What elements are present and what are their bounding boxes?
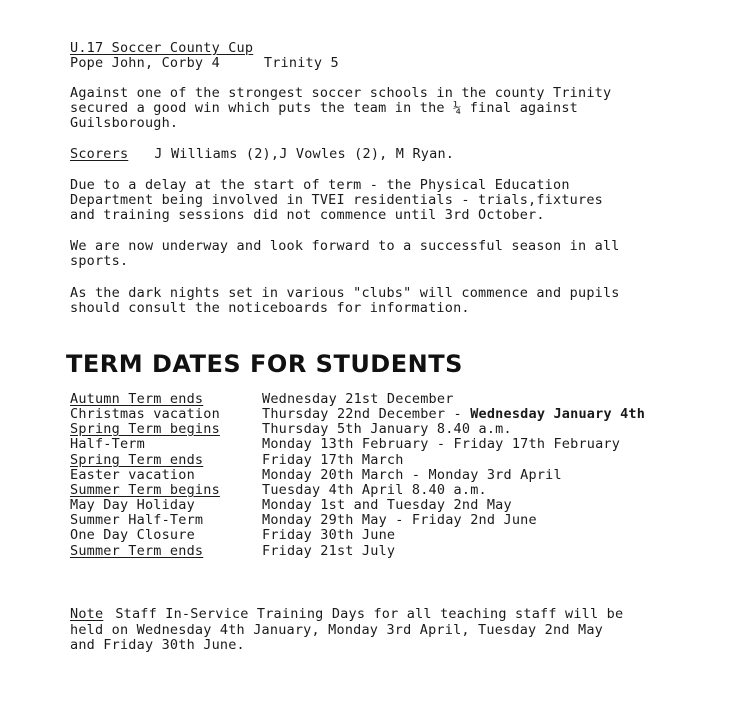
team1-score: Pope John, Corby 4 — [70, 55, 220, 71]
term-date: Monday 29th May - Friday 2nd June — [262, 512, 537, 528]
note-text: Staff In-Service Training Days for all teaching staff will be — [115, 606, 624, 622]
term-date: Thursday 5th January 8.40 a.m. — [262, 421, 512, 437]
term-date: Friday 30th June — [262, 527, 396, 543]
term-label: Autumn Term ends — [70, 391, 204, 407]
term-date-text: Thursday 22nd December - — [262, 406, 471, 422]
delay-line-2: Department being involved in TVEI residentials - trials,fixtures — [70, 192, 603, 208]
soccer-title: U.17 Soccer County Cup — [70, 40, 254, 56]
team2-score: Trinity 5 — [263, 55, 339, 71]
term-date: Tuesday 4th April 8.40 a.m. — [262, 482, 487, 498]
clubs-line-2: should consult the noticeboards for information. — [70, 300, 470, 316]
scorers-names: J Williams (2),J Vowles (2), M Ryan. — [154, 146, 455, 162]
term-label: Summer Term begins — [70, 482, 220, 498]
term-date: Monday 1st and Tuesday 2nd May — [262, 497, 512, 513]
report-line-3: Guilsborough. — [70, 115, 179, 131]
term-date: Friday 21st July — [262, 543, 396, 559]
underway-line-1: We are now underway and look forward to a successful season in all — [70, 238, 620, 254]
term-label: Christmas vacation — [70, 406, 220, 422]
term-date-bold-text: Wednesday January 4th — [470, 406, 646, 422]
term-label: One Day Closure — [70, 527, 195, 543]
term-date: Monday 13th February - Friday 17th February — [262, 436, 621, 452]
term-label: Summer Term ends — [70, 543, 204, 559]
delay-line-3: and training sessions did not commence until 3rd October. — [70, 207, 545, 223]
clubs-line-1: As the dark nights set in various "clubs" will commence and pupils — [70, 285, 620, 301]
term-label: Spring Term ends — [70, 452, 204, 468]
report-line-2: secured a good win which puts the team in the ¼ final against — [70, 100, 578, 116]
term-date — [262, 407, 645, 422]
soccer-result — [70, 56, 339, 71]
report-line-1: Against one of the strongest soccer schools in the county Trinity — [70, 85, 612, 101]
term-date: Friday 17th March — [262, 452, 404, 468]
term-label: May Day Holiday — [70, 497, 195, 513]
note-line-3: and Friday 30th June. — [70, 637, 245, 653]
delay-line-1: Due to a delay at the start of term - the Physical Education — [70, 177, 570, 193]
scorers-label: Scorers — [70, 146, 129, 162]
term-dates-heading: TERM DATES FOR STUDENTS — [66, 350, 463, 378]
note-line-2: held on Wednesday 4th January, Monday 3rd April, Tuesday 2nd May — [70, 622, 603, 638]
term-label: Summer Half-Term — [70, 512, 204, 528]
scorers-line — [70, 147, 454, 162]
underway-line-2: sports. — [70, 253, 129, 269]
term-label: Half-Term — [70, 436, 145, 452]
note-label: Note — [70, 606, 104, 622]
term-date: Wednesday 21st December — [262, 391, 454, 407]
term-label: Spring Term begins — [70, 421, 220, 437]
term-label: Easter vacation — [70, 467, 195, 483]
note-line-1 — [70, 607, 623, 622]
term-date: Monday 20th March - Monday 3rd April — [262, 467, 562, 483]
